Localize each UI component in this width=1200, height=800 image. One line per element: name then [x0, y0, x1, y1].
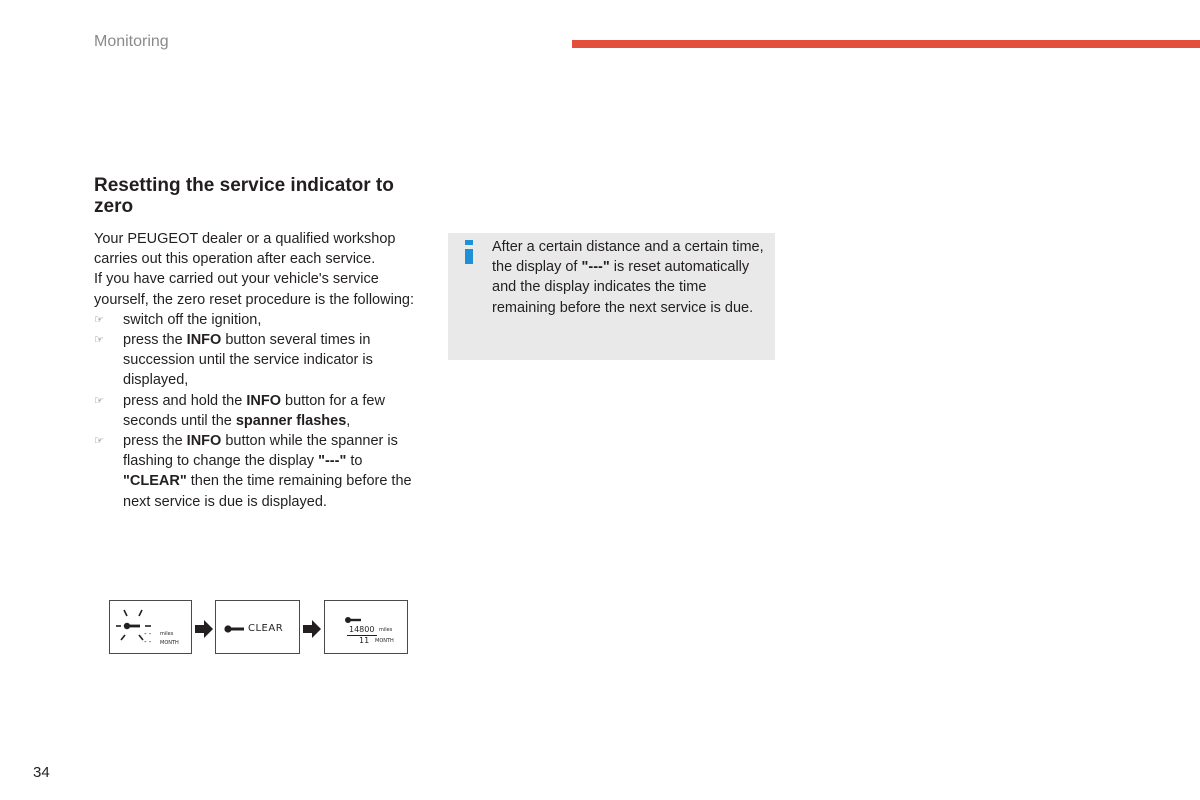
step-item: ☞ press the INFO button several times in succession until the service indicator is displayed,: [94, 332, 373, 389]
hand-pointer-icon: ☞: [94, 312, 104, 326]
step-item: ☞ press and hold the INFO button for a few seconds until the spanner flashes,: [94, 392, 385, 429]
display-panel-clear: [215, 600, 300, 654]
intro-paragraph-1: Your PEUGEOT dealer or a qualified workshop carries out this operation after each service.: [94, 231, 396, 268]
unit-month: MONTH: [375, 638, 394, 644]
section-heading: Resetting the service indicator to zero: [94, 175, 394, 217]
unit-month: MONTH: [160, 640, 179, 646]
step-item: ☞ press the INFO button while the spanner is flashing to change the display "---" to "CLEAR" then the time remaining before the next service is due is displayed.: [94, 433, 412, 510]
spanner-icon: [223, 623, 247, 635]
emphasis-text: "---": [318, 453, 347, 470]
arrow-right-icon: [194, 619, 214, 639]
hand-pointer-icon: ☞: [94, 333, 104, 347]
step-item: ☞ switch off the ignition,: [94, 310, 424, 330]
remaining-months: 11: [359, 636, 370, 645]
dashes-top: - -: [144, 630, 152, 638]
info-icon: [464, 240, 474, 264]
chapter-accent-bar: [572, 40, 1200, 48]
chapter-title: Monitoring: [94, 33, 169, 50]
body-text: [94, 229, 424, 512]
info-button-label: INFO: [186, 433, 222, 450]
clear-text: CLEAR: [248, 623, 284, 634]
display-panel-flashing: [109, 600, 192, 654]
procedure-steps: [94, 310, 424, 512]
hand-pointer-icon: ☞: [94, 393, 104, 407]
unit-miles: miles: [379, 627, 393, 633]
dashes-bottom: - -: [144, 638, 152, 646]
intro-paragraph-2: If you have carried out your vehicle's service yourself, the zero reset procedure is the following:: [94, 271, 414, 308]
info-button-label: INFO: [246, 392, 281, 409]
info-note-box: [448, 233, 775, 360]
arrow-right-icon: [302, 619, 322, 639]
emphasis-text: "---": [581, 259, 610, 276]
remaining-distance: 14800: [349, 625, 375, 634]
info-note-text: After a certain distance and a certain time, the display of "---" is reset automatically and the display indicates the time remaining before the next service is due.: [492, 239, 764, 316]
info-button-label: INFO: [186, 332, 222, 349]
emphasis-text: spanner flashes: [235, 412, 347, 429]
display-panel-remaining: [324, 600, 408, 654]
emphasis-text: "CLEAR": [123, 473, 187, 490]
unit-miles: miles: [160, 631, 174, 637]
spanner-icon: [344, 615, 362, 625]
page-number: 34: [33, 764, 50, 781]
hand-pointer-icon: ☞: [94, 434, 104, 448]
